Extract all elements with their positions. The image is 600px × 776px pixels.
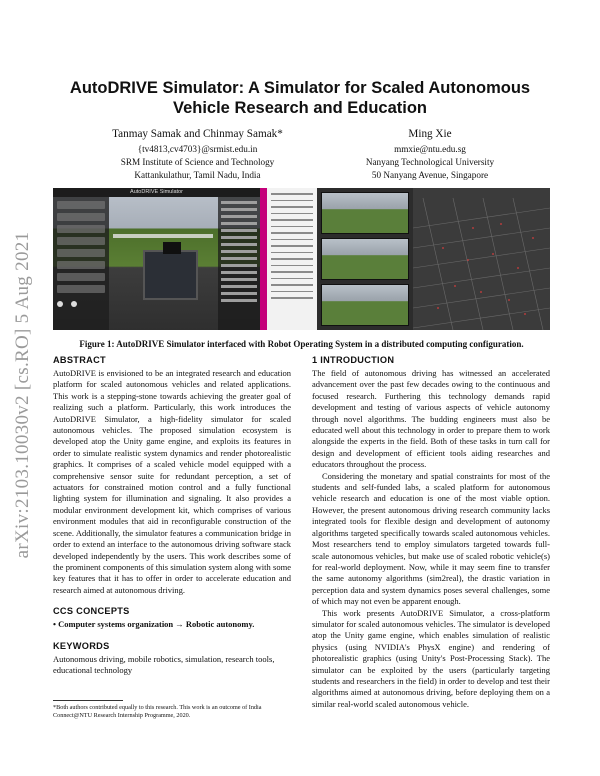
abstract-heading: ABSTRACT [53,355,106,365]
figure-caption: Figure 1: AutoDRIVE Simulator interfaced with Robot Operating System in a distributed computing configuration. [79,339,524,349]
camera-sensor [163,242,181,254]
author-affiliation: SRM Institute of Science and Technology [120,156,275,167]
author-address: 50 Nanyang Avenue, Singapore [371,169,489,180]
vehicle-model [143,250,198,300]
author-email: {tv4813,cv4703}@srmist.edu.in [137,144,258,154]
footnote-rule [53,700,123,701]
right-column [312,354,550,710]
road-marking [113,234,213,238]
author-email: mmxie@ntu.edu.sg [394,144,466,154]
author-block-ntu [330,127,530,181]
left-column [53,354,291,720]
terminal-window [267,188,317,330]
author-block-srm [60,127,335,181]
introduction-heading: 1 INTRODUCTION [312,355,395,365]
simulator-titlebar [53,188,260,197]
author-affiliation: Nanyang Technological University [365,156,495,167]
author-address: Kattankulathur, Tamil Nadu, India [134,169,261,180]
camera-view-rear [321,238,409,280]
settings-icon [57,301,63,307]
ccs-concepts-text: • Computer systems organization → Robotic autonomy. [53,619,255,630]
introduction-paragraph: This work presents AutoDRIVE Simulator, a cross-platform simulator for scaled autonomous vehicles. The simulator is developed atop the Unity game engine, which enables simulation of realistic physics (using NVIDIA's PhysX engine) and rendering of photorealistic graphics (using Unity's Post-Processing Stack). The simulator can be exploited by the users (particularly targeting students and researchers in the field) in order to develop and test their algorithms aimed at autonomous driving, before deploying them on a similar real-world scaled autonomous vehicle. [312,607,550,709]
arxiv-identifier: arXiv:2103.10030v2 [cs.RO] 5 Aug 2021 [12,231,33,559]
desktop-sidebar [260,188,267,330]
simulator-telemetry-panel [218,197,260,330]
info-icon [71,301,77,307]
author-names: Ming Xie [408,128,452,140]
footnote: *Both authors contributed equally to this research. This work is an outcome of India Connect@NTU Research Internship Programme, 2020. [53,704,262,720]
introduction-paragraph: The field of autonomous driving has witnessed an accelerated advancement over the past few decades owing to the continuous and focused research. Furthering this technology demands rapid development and testing of various aspects of vehicle autonomy through novel algorithms. The budding engineers must also be educated well about this technology in order to prepare them to work alongside the experts in the field. Both of these tasks in turn call for design and development of efficient tools aiding researches and educators throughout the process. [312,368,550,470]
keywords-heading: KEYWORDS [53,640,110,651]
camera-view-side [321,284,409,326]
introduction-paragraph: Considering the monetary and spatial constraints for most of the students and self-funded labs, a scaled platform for autonomous vehicle research and education is one of the most viable option. However, the present autonomous driving research community lacks integrated tools for flexible design and development of autonomy algorithms targeted specifically towards scaled autonomous vehicles. Most researchers tend to employ simulators targeted towards full-scale autonomous vehicles, but make use of scaled robotic vehicle(s) for real-world deployment. Now, while it may seem fine to transfer the same autonomy algorithms (sim2real), the drastic variation in perception data and system dynamics poses several challenges, some of which may not even be apparent enough. [312,470,550,607]
simulator-viewport [53,188,260,330]
author-names: Tanmay Samak and Chinmay Samak* [112,128,283,140]
pointcloud-grid [413,188,550,330]
paper-title: AutoDRIVE Simulator: A Simulator for Scaled Autonomous Vehicle Research and Education [69,79,531,117]
rviz-camera-views [317,188,413,330]
abstract-text: AutoDRIVE is envisioned to be an integrated research and education platform for scaled autonomous vehicles and related applications. This work is a stepping-stone towards achieving the greater goal of realizing such a platform. Particularly, this work introduces the AutoDRIVE Simulator, a high-fidelity simulator for scaled autonomous vehicles. The proposed simulation ecosystem is developed atop the Unity game engine, and exploits its features in order to simulate realistic system dynamics and render photorealistic graphics. It comprises of a scaled vehicle model equipped with a comprehensive sensor suite for redundant perception, a set of actuators for constrained motion control and a fully functional lighting system for illumination and signaling. It also provides a modular environment development kit, which comprises of various environment modules that aid in reconfigurable construction of the scene. Additionally, the simulator features a communication bridge in order to extend an interface to the autonomous driving software stack developed independently by the users. This work describes some of the prominent components of this simulation system along with some key features that it has to offer in order to accelerate education and research aimed at autonomous driving. [53,368,291,595]
simulator-title: AutoDRIVE Simulator [130,189,183,195]
keywords-text: Autonomous driving, mobile robotics, simulation, research tools, educational technology [53,653,275,675]
rviz-pointcloud-view [413,188,550,330]
ccs-heading: CCS CONCEPTS [53,606,130,617]
figure-simulator-screenshot [53,188,550,330]
simulator-control-menu [53,197,109,330]
camera-view-front [321,192,409,234]
